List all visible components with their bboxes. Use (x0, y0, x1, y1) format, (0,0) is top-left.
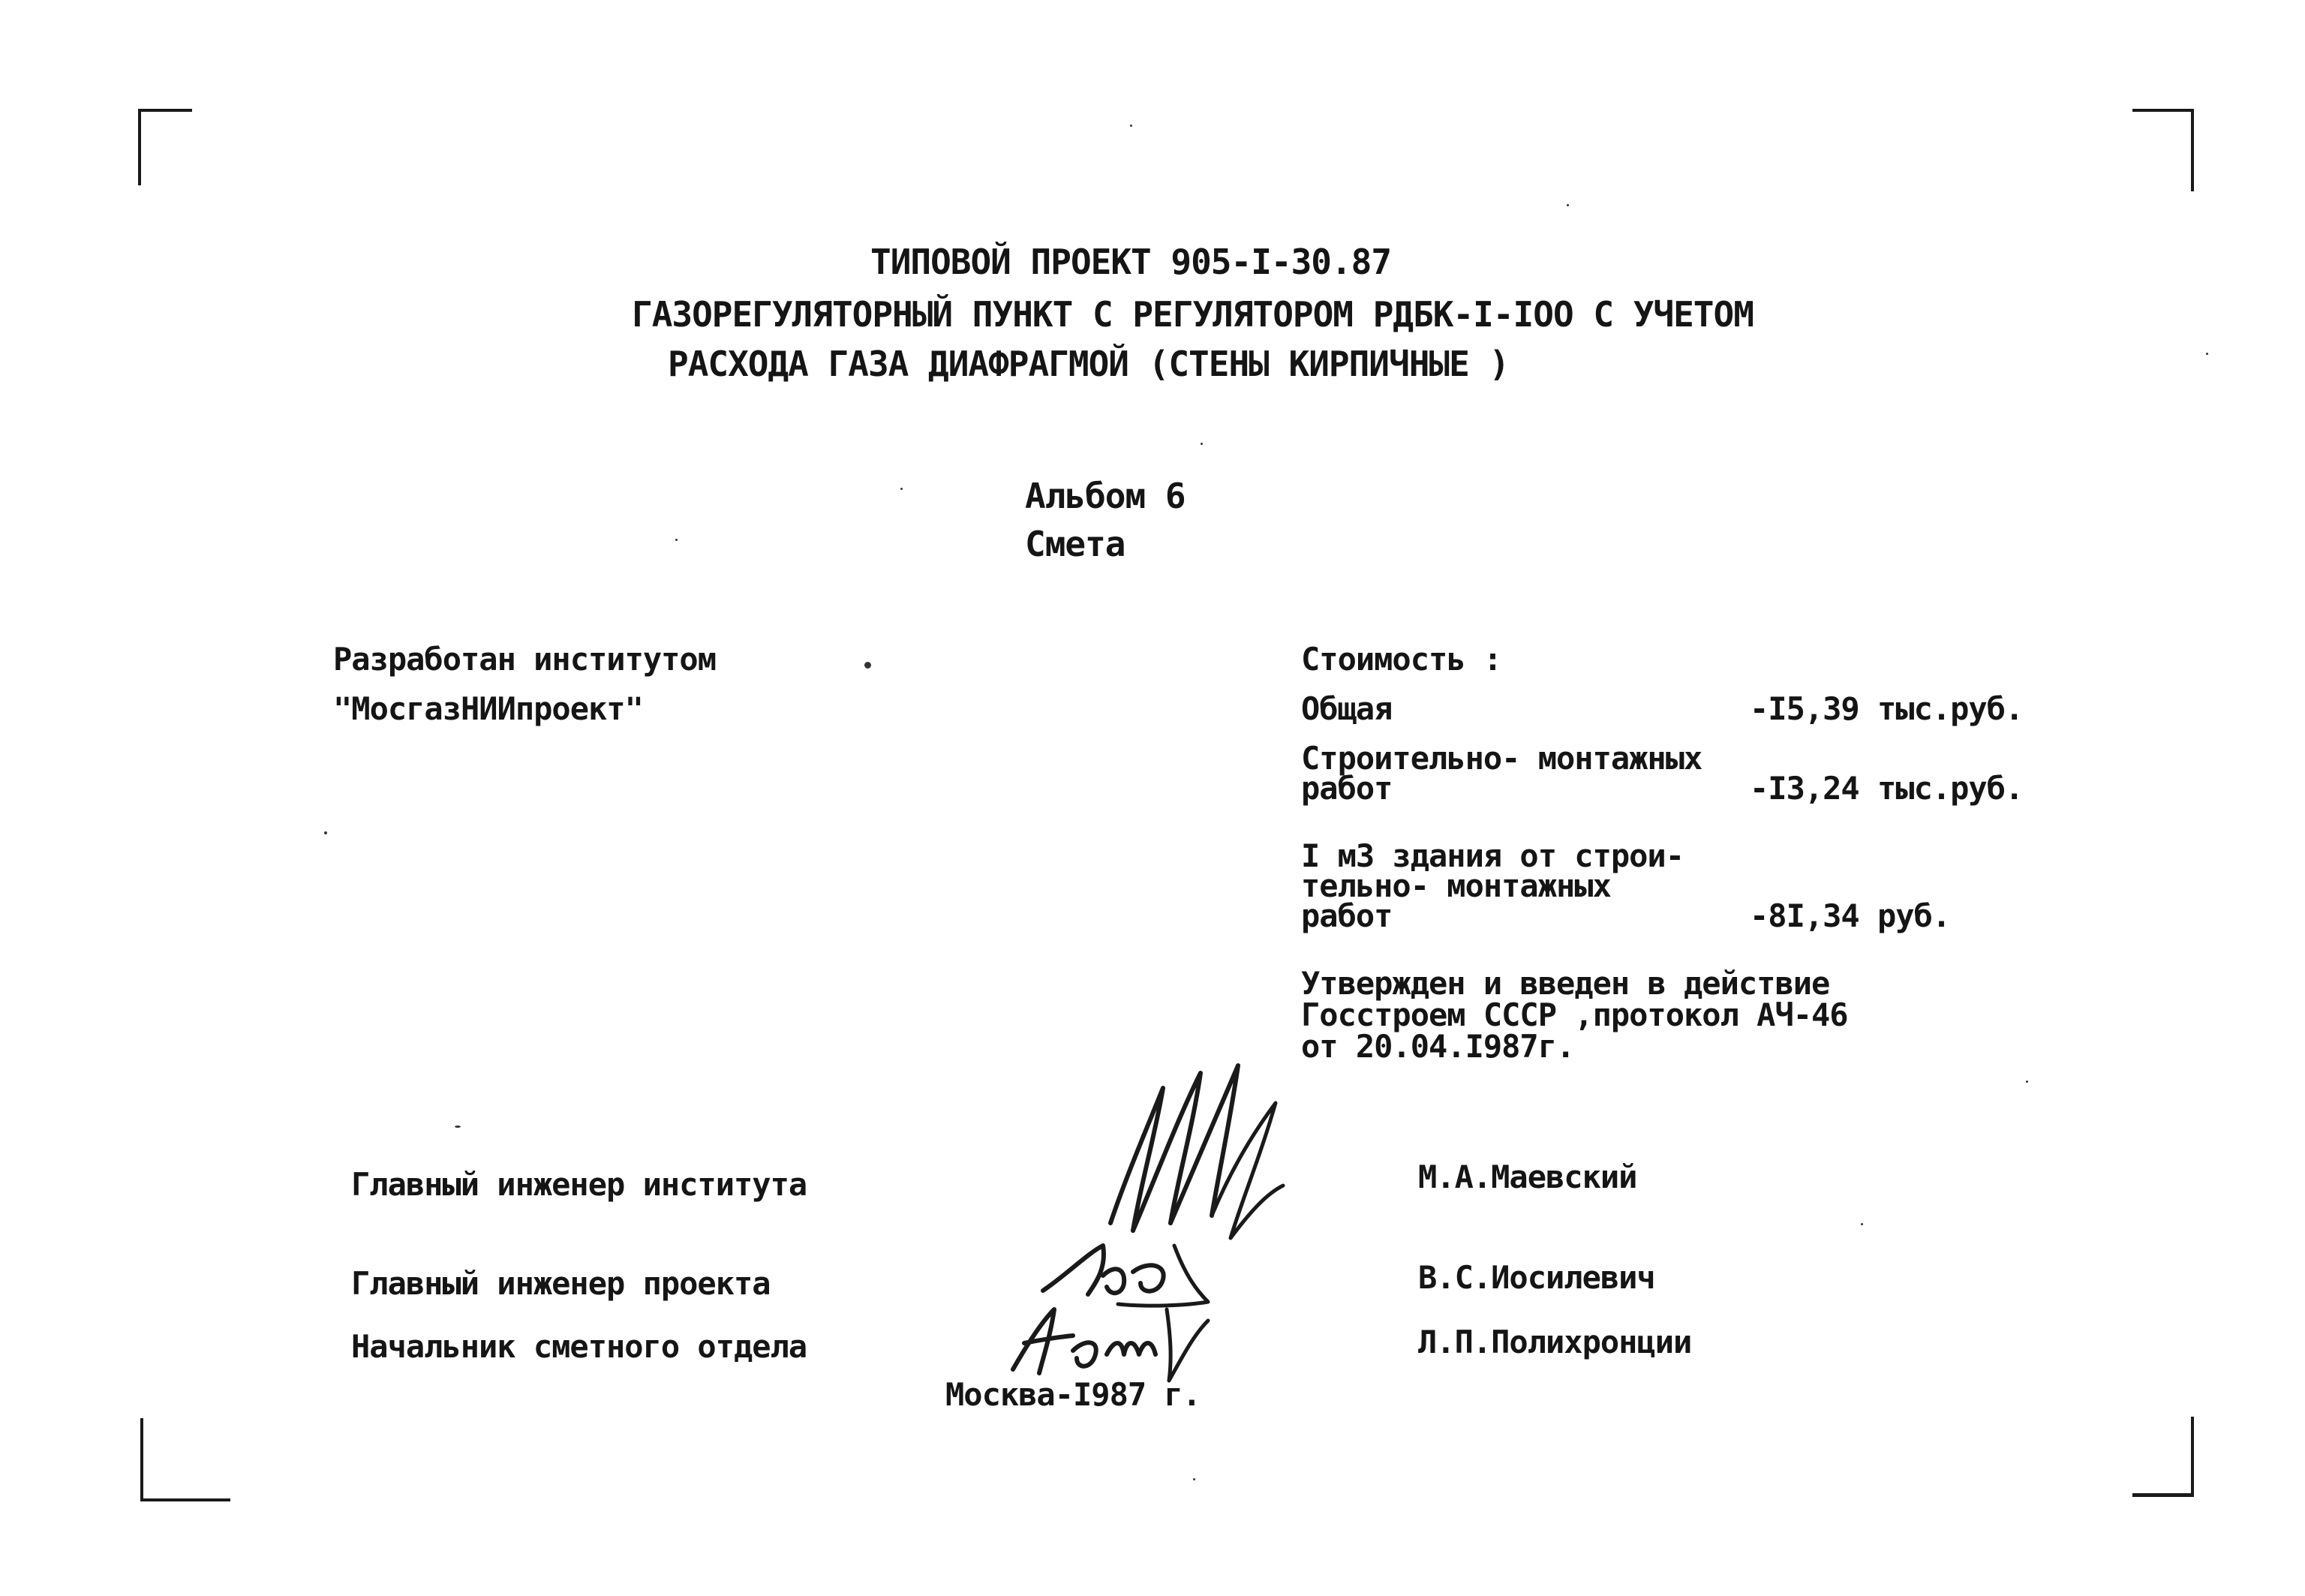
album-subtitle: Смета (1025, 524, 1125, 564)
scan-speck (324, 831, 327, 834)
album-label: Альбом 6 (1025, 476, 1186, 516)
signatory-2-position: Главный инженер проекта (351, 1265, 771, 1302)
scan-speck (1193, 1478, 1195, 1480)
cost-per-m3-label-2: тельно- монтажных (1301, 867, 1611, 904)
scan-speck (864, 662, 871, 669)
crop-mark-top-left-v (138, 109, 141, 185)
cost-per-m3-label-1: I м3 здания от строи- (1301, 837, 1684, 874)
crop-mark-bottom-left-v (140, 1418, 143, 1501)
scan-speck (2206, 353, 2208, 355)
approval-line-1: Утвержден и введен в действие (1301, 965, 1830, 1002)
crop-mark-top-left-h (138, 109, 192, 112)
approval-line-3: от 20.04.I987г. (1301, 1028, 1575, 1065)
scan-speck (455, 1126, 461, 1128)
project-subtitle-line-1: ГАЗОРЕГУЛЯТОРНЫЙ ПУНКТ С РЕГУЛЯТОРОМ РДБК-I-IOO С УЧЕТОМ (632, 294, 1754, 335)
signatory-1-position: Главный инженер института (351, 1166, 807, 1203)
approval-line-2: Госстроем СССР ,протокол АЧ-46 (1301, 996, 1848, 1033)
signatory-3-name: Л.П.Полихронции (1418, 1324, 1692, 1360)
cost-total-value: -I5,39 тыс.руб. (1750, 690, 2024, 727)
scan-speck (675, 539, 678, 541)
scan-speck (900, 488, 903, 490)
scan-speck (1201, 443, 1203, 445)
signature-chief-engineer-institute (1080, 1058, 1306, 1253)
crop-mark-bottom-right-h (2132, 1493, 2194, 1497)
crop-mark-bottom-right-v (2191, 1417, 2194, 1496)
developer-institute: "МосгазНИИпроект" (333, 690, 643, 727)
cost-per-m3-value: -8I,34 руб. (1750, 897, 1951, 934)
signatory-2-name: В.С.Иосилевич (1418, 1259, 1655, 1296)
project-title: ТИПОВОЙ ПРОЕКТ 905-I-30.87 (870, 242, 1392, 282)
crop-mark-top-right-v (2191, 109, 2194, 191)
cost-per-m3-label-3: работ (1301, 897, 1393, 934)
crop-mark-bottom-left-h (140, 1498, 230, 1501)
cost-total-label: Общая (1301, 690, 1393, 727)
signatory-1-name: М.А.Маевский (1418, 1159, 1637, 1195)
cost-construction-label-1: Строительно- монтажных (1301, 740, 1702, 777)
cost-construction-label-2: работ (1301, 770, 1393, 807)
cost-heading: Стоимость : (1301, 641, 1502, 678)
signature-head-estimate-department (998, 1298, 1223, 1388)
scan-speck (1861, 1223, 1863, 1225)
signatory-3-position: Начальник сметного отдела (351, 1328, 807, 1365)
crop-mark-top-right-h (2132, 109, 2194, 112)
scan-speck (1130, 125, 1132, 127)
scan-speck (2026, 1081, 2028, 1083)
project-subtitle-line-2: РАСХОДА ГАЗА ДИАФРАГМОЙ (СТЕНЫ КИРПИЧНЫЕ ) (668, 344, 1510, 384)
cost-construction-value: -I3,24 тыс.руб. (1750, 770, 2024, 807)
city-year: Москва-I987 г. (945, 1376, 1201, 1413)
scan-speck (1567, 204, 1569, 206)
developer-line-1: Разработан институтом (333, 641, 717, 678)
